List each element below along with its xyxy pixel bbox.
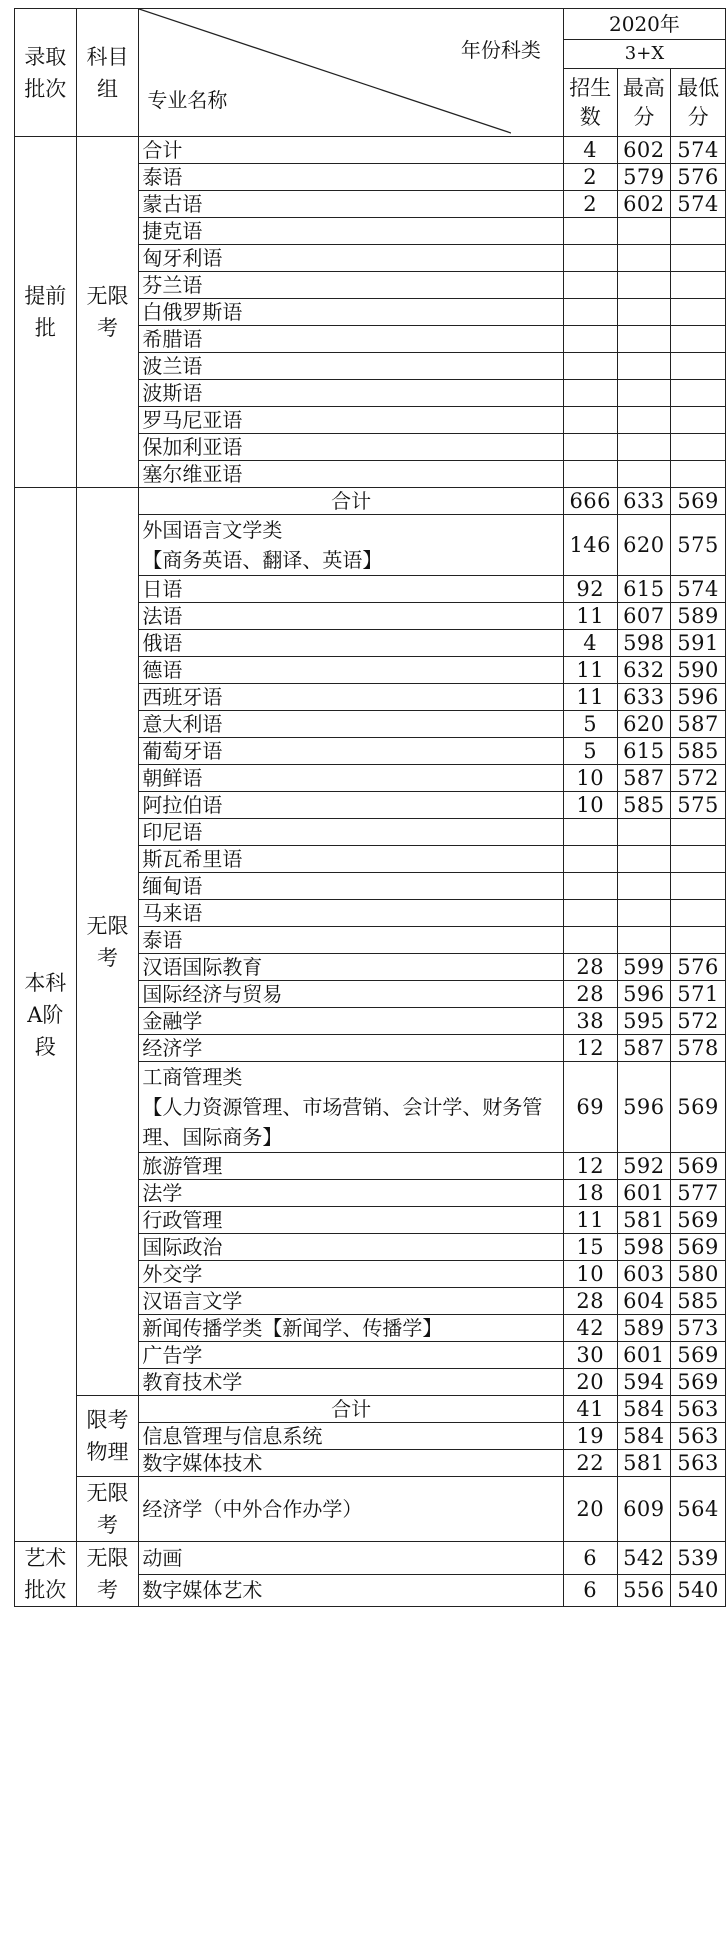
- major-name: 经济学（中外合作办学）: [139, 1477, 564, 1542]
- max-score: [617, 218, 671, 245]
- batch-cell-label: 本科A阶段: [24, 970, 67, 1059]
- enroll-count: 20: [563, 1477, 617, 1542]
- major-name: 汉语国际教育: [139, 954, 564, 981]
- major-name: 芬兰语: [139, 272, 564, 299]
- min-score: [671, 407, 726, 434]
- max-score: 632: [617, 657, 671, 684]
- major-name: 保加利亚语: [139, 434, 564, 461]
- max-score: 609: [617, 1477, 671, 1542]
- max-score: [617, 272, 671, 299]
- major-name: 印尼语: [139, 819, 564, 846]
- major-name: 西班牙语: [139, 684, 564, 711]
- min-score: 589: [671, 603, 726, 630]
- major-name: 法语: [139, 603, 564, 630]
- major-name: 蒙古语: [139, 191, 564, 218]
- table-row: [15, 1477, 726, 1542]
- major-category: 工商管理类: [142, 1065, 243, 1089]
- max-score: 603: [617, 1261, 671, 1288]
- subject-group-cell-label: 无限考: [86, 284, 129, 340]
- max-score: [617, 846, 671, 873]
- min-score: 575: [671, 792, 726, 819]
- enroll-count: [563, 272, 617, 299]
- max-score: 581: [617, 1450, 671, 1477]
- table-row: [15, 1542, 726, 1575]
- major-name: 日语: [139, 576, 564, 603]
- diag-top-label: 年份科类: [460, 38, 541, 62]
- col-enroll-header: 招生数: [563, 69, 617, 137]
- major-name: [139, 1062, 564, 1153]
- min-score: [671, 380, 726, 407]
- enroll-count: 11: [563, 684, 617, 711]
- enroll-count: [563, 461, 617, 488]
- major-name: 俄语: [139, 630, 564, 657]
- max-score: 620: [617, 711, 671, 738]
- enroll-count: [563, 218, 617, 245]
- max-score: 607: [617, 603, 671, 630]
- major-subjects: 【人力资源管理、市场营销、会计学、财务管理、国际商务】: [142, 1095, 543, 1149]
- min-score: 573: [671, 1315, 726, 1342]
- max-score: 598: [617, 1234, 671, 1261]
- max-score: [617, 407, 671, 434]
- batch-cell: [15, 137, 77, 488]
- major-subjects: 【商务英语、翻译、英语】: [142, 548, 383, 572]
- enroll-count: 5: [563, 711, 617, 738]
- subject-group-cell: [76, 1396, 139, 1477]
- max-score: 599: [617, 954, 671, 981]
- subject-group-cell: [76, 488, 139, 1396]
- major-name: 金融学: [139, 1008, 564, 1035]
- min-score: 574: [671, 191, 726, 218]
- enroll-count: 11: [563, 1207, 617, 1234]
- min-score: 539: [671, 1542, 726, 1575]
- min-score: 569: [671, 1369, 726, 1396]
- subject-group-cell: [76, 137, 139, 488]
- max-score: 633: [617, 684, 671, 711]
- enroll-count: [563, 873, 617, 900]
- major-name: 数字媒体技术: [139, 1450, 564, 1477]
- major-name: 泰语: [139, 164, 564, 191]
- max-score: 604: [617, 1288, 671, 1315]
- min-score: [671, 873, 726, 900]
- major-name: 新闻传播学类【新闻学、传播学】: [139, 1315, 564, 1342]
- major-name: 旅游管理: [139, 1153, 564, 1180]
- major-name: 罗马尼亚语: [139, 407, 564, 434]
- enroll-count: 11: [563, 603, 617, 630]
- major-name: [139, 515, 564, 576]
- max-score: [617, 819, 671, 846]
- subject-group-cell-label: 无限考: [86, 1481, 129, 1537]
- min-score: 569: [671, 1153, 726, 1180]
- max-score: 592: [617, 1153, 671, 1180]
- max-score: 596: [617, 1062, 671, 1153]
- enroll-count: [563, 380, 617, 407]
- major-name: 教育技术学: [139, 1369, 564, 1396]
- batch-cell: [15, 1542, 77, 1607]
- major-name: 朝鲜语: [139, 765, 564, 792]
- max-score: [617, 461, 671, 488]
- enroll-count: 18: [563, 1180, 617, 1207]
- min-score: 563: [671, 1450, 726, 1477]
- major-name: 缅甸语: [139, 873, 564, 900]
- enroll-count: 28: [563, 954, 617, 981]
- max-score: 581: [617, 1207, 671, 1234]
- min-score: 569: [671, 1062, 726, 1153]
- major-name: 白俄罗斯语: [139, 299, 564, 326]
- major-name: 匈牙利语: [139, 245, 564, 272]
- subject-group-cell-label: 无限考: [86, 913, 129, 970]
- min-score: 563: [671, 1423, 726, 1450]
- major-name: 行政管理: [139, 1207, 564, 1234]
- major-name: 阿拉伯语: [139, 792, 564, 819]
- max-score: 594: [617, 1369, 671, 1396]
- enroll-count: 20: [563, 1369, 617, 1396]
- max-score: 633: [617, 488, 671, 515]
- enroll-count: 666: [563, 488, 617, 515]
- max-score: 602: [617, 137, 671, 164]
- major-name: 数字媒体艺术: [139, 1574, 564, 1607]
- table-row: [15, 1396, 726, 1423]
- max-score: [617, 326, 671, 353]
- min-score: 590: [671, 657, 726, 684]
- min-score: 596: [671, 684, 726, 711]
- min-score: 569: [671, 1207, 726, 1234]
- min-score: [671, 245, 726, 272]
- max-score: 601: [617, 1180, 671, 1207]
- year-header: 2020年: [563, 9, 725, 40]
- min-score: [671, 819, 726, 846]
- table-row: [15, 488, 726, 515]
- total-label: 合计: [139, 488, 564, 515]
- min-score: [671, 927, 726, 954]
- col-max-header: 最高分: [617, 69, 671, 137]
- major-name: 外交学: [139, 1261, 564, 1288]
- major-name: 经济学: [139, 1035, 564, 1062]
- min-score: [671, 434, 726, 461]
- min-score: 540: [671, 1574, 726, 1607]
- min-score: 587: [671, 711, 726, 738]
- enroll-count: [563, 434, 617, 461]
- min-score: 569: [671, 488, 726, 515]
- total-label: 合计: [139, 137, 564, 164]
- enroll-count: 28: [563, 1288, 617, 1315]
- enroll-count: 19: [563, 1423, 617, 1450]
- enroll-count: 6: [563, 1574, 617, 1607]
- enroll-count: 15: [563, 1234, 617, 1261]
- enroll-count: [563, 299, 617, 326]
- max-score: 595: [617, 1008, 671, 1035]
- min-score: 574: [671, 137, 726, 164]
- max-score: [617, 900, 671, 927]
- max-score: 615: [617, 576, 671, 603]
- batch-cell-label: 艺术批次: [24, 1546, 67, 1602]
- min-score: [671, 353, 726, 380]
- major-name: 法学: [139, 1180, 564, 1207]
- major-name: 意大利语: [139, 711, 564, 738]
- total-label: 合计: [139, 1396, 564, 1423]
- major-name: 马来语: [139, 900, 564, 927]
- min-score: [671, 326, 726, 353]
- max-score: [617, 873, 671, 900]
- enroll-count: 42: [563, 1315, 617, 1342]
- min-score: 577: [671, 1180, 726, 1207]
- major-name: 广告学: [139, 1342, 564, 1369]
- subject-group-cell-label: 限考物理: [86, 1408, 129, 1464]
- enroll-count: [563, 353, 617, 380]
- enroll-count: 2: [563, 191, 617, 218]
- major-category: 外国语言文学类: [142, 518, 283, 542]
- enroll-count: [563, 846, 617, 873]
- max-score: 542: [617, 1542, 671, 1575]
- batch-cell: [15, 488, 77, 1542]
- min-score: 572: [671, 1008, 726, 1035]
- min-score: 576: [671, 164, 726, 191]
- min-score: 569: [671, 1342, 726, 1369]
- subject-group-cell-label: 无限考: [86, 1546, 129, 1602]
- major-name: 汉语言文学: [139, 1288, 564, 1315]
- table-row: [15, 137, 726, 164]
- major-name: 波斯语: [139, 380, 564, 407]
- enroll-count: 12: [563, 1035, 617, 1062]
- enroll-count: 28: [563, 981, 617, 1008]
- enroll-count: 38: [563, 1008, 617, 1035]
- min-score: 591: [671, 630, 726, 657]
- min-score: 585: [671, 738, 726, 765]
- major-name: 波兰语: [139, 353, 564, 380]
- min-score: [671, 272, 726, 299]
- enroll-count: 22: [563, 1450, 617, 1477]
- subject-group-header-label: 科目组: [86, 44, 129, 101]
- enroll-count: 4: [563, 630, 617, 657]
- enroll-count: 2: [563, 164, 617, 191]
- major-name: 葡萄牙语: [139, 738, 564, 765]
- enroll-count: 69: [563, 1062, 617, 1153]
- major-name: 塞尔维亚语: [139, 461, 564, 488]
- diagonal-line: [139, 9, 511, 137]
- header-row-1: [15, 9, 726, 40]
- min-score: [671, 900, 726, 927]
- enroll-count: 10: [563, 765, 617, 792]
- max-score: 602: [617, 191, 671, 218]
- major-name: 斯瓦希里语: [139, 846, 564, 873]
- max-score: 596: [617, 981, 671, 1008]
- min-score: 580: [671, 1261, 726, 1288]
- min-score: 563: [671, 1396, 726, 1423]
- major-diagonal-header: [139, 9, 564, 137]
- major-name: 信息管理与信息系统: [139, 1423, 564, 1450]
- max-score: 587: [617, 1035, 671, 1062]
- batch-header-label: 录取批次: [24, 44, 67, 101]
- major-name: 德语: [139, 657, 564, 684]
- min-score: 572: [671, 765, 726, 792]
- major-name: 希腊语: [139, 326, 564, 353]
- enroll-count: [563, 927, 617, 954]
- min-score: 574: [671, 576, 726, 603]
- max-score: 584: [617, 1423, 671, 1450]
- major-name: 国际政治: [139, 1234, 564, 1261]
- major-name: 国际经济与贸易: [139, 981, 564, 1008]
- min-score: 575: [671, 515, 726, 576]
- max-score: [617, 927, 671, 954]
- max-score: 601: [617, 1342, 671, 1369]
- enroll-count: [563, 245, 617, 272]
- min-score: 564: [671, 1477, 726, 1542]
- enroll-count: 146: [563, 515, 617, 576]
- col-min-header: 最低分: [671, 69, 726, 137]
- major-name: 泰语: [139, 927, 564, 954]
- major-name: 动画: [139, 1542, 564, 1575]
- max-score: [617, 380, 671, 407]
- enroll-count: 92: [563, 576, 617, 603]
- max-score: 579: [617, 164, 671, 191]
- min-score: 585: [671, 1288, 726, 1315]
- enroll-count: 41: [563, 1396, 617, 1423]
- max-score: 556: [617, 1574, 671, 1607]
- max-score: [617, 434, 671, 461]
- max-score: [617, 245, 671, 272]
- subject-group-header: [76, 9, 139, 137]
- min-score: [671, 846, 726, 873]
- max-score: 615: [617, 738, 671, 765]
- max-score: 620: [617, 515, 671, 576]
- subject-group-cell: [76, 1542, 139, 1607]
- min-score: 569: [671, 1234, 726, 1261]
- max-score: 587: [617, 765, 671, 792]
- batch-header: [15, 9, 77, 137]
- enroll-count: [563, 326, 617, 353]
- major-name: 捷克语: [139, 218, 564, 245]
- enroll-count: 5: [563, 738, 617, 765]
- batch-cell-label: 提前批: [24, 284, 67, 340]
- enroll-count: 11: [563, 657, 617, 684]
- diag-bottom-label: 专业名称: [147, 88, 228, 112]
- min-score: 578: [671, 1035, 726, 1062]
- enroll-count: 30: [563, 1342, 617, 1369]
- max-score: [617, 353, 671, 380]
- plan-header: 3+X: [563, 40, 725, 69]
- admission-score-table: [14, 8, 726, 1607]
- enroll-count: 10: [563, 792, 617, 819]
- min-score: [671, 461, 726, 488]
- max-score: 589: [617, 1315, 671, 1342]
- max-score: 584: [617, 1396, 671, 1423]
- max-score: 598: [617, 630, 671, 657]
- enroll-count: 12: [563, 1153, 617, 1180]
- max-score: 585: [617, 792, 671, 819]
- subject-group-cell: [76, 1477, 139, 1542]
- enroll-count: 4: [563, 137, 617, 164]
- enroll-count: [563, 407, 617, 434]
- min-score: 571: [671, 981, 726, 1008]
- enroll-count: [563, 819, 617, 846]
- max-score: [617, 299, 671, 326]
- min-score: 576: [671, 954, 726, 981]
- enroll-count: 10: [563, 1261, 617, 1288]
- enroll-count: [563, 900, 617, 927]
- enroll-count: 6: [563, 1542, 617, 1575]
- min-score: [671, 218, 726, 245]
- min-score: [671, 299, 726, 326]
